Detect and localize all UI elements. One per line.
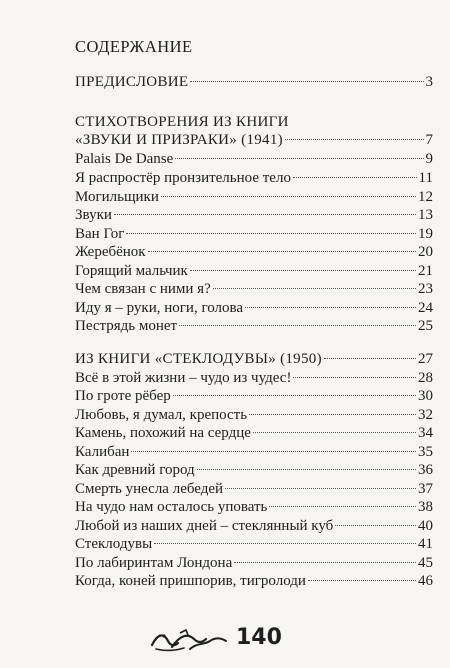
toc-entry bbox=[75, 480, 433, 498]
leader-dots bbox=[131, 451, 416, 452]
entry-page: 12 bbox=[418, 189, 433, 205]
entry-title: Palais De Danse bbox=[75, 151, 174, 167]
leader-dots bbox=[179, 325, 416, 326]
section-heading: ИЗ КНИГИ «СТЕКЛОДУВЫ» (1950) bbox=[75, 351, 322, 367]
entry-title: Ван Гог bbox=[75, 226, 125, 242]
toc-entry bbox=[75, 225, 433, 243]
entry-page: 36 bbox=[418, 462, 433, 478]
leader-dots bbox=[197, 469, 416, 470]
entry-title: Иду я – руки, ноги, голова bbox=[75, 300, 244, 316]
entry-page: 23 bbox=[418, 281, 433, 297]
entry-title: Любовь, я думал, крепость bbox=[75, 407, 248, 423]
entry-title: Всё в этой жизни – чудо из чудес! bbox=[75, 370, 292, 386]
page-number: 140 bbox=[236, 625, 282, 650]
leader-dots bbox=[114, 214, 416, 215]
toc-entry bbox=[75, 150, 433, 168]
toc-entry bbox=[75, 299, 433, 317]
entry-title: Пестрядь монет bbox=[75, 318, 178, 334]
entry-page: 41 bbox=[418, 536, 433, 552]
entry-title: Камень, похожий на сердце bbox=[75, 425, 251, 441]
entry-title: Стеклодувы bbox=[75, 536, 153, 552]
toc-entry bbox=[75, 169, 433, 187]
leader-dots bbox=[308, 580, 416, 581]
leader-dots bbox=[253, 432, 416, 433]
entry-page: 24 bbox=[418, 300, 433, 316]
entry-title: Любой из наших дней – стеклянный куб bbox=[75, 518, 334, 534]
toc-entry bbox=[75, 206, 433, 224]
leader-dots bbox=[324, 358, 416, 359]
toc-entry bbox=[75, 498, 433, 516]
entry-page: 25 bbox=[418, 318, 433, 334]
leader-dots bbox=[285, 139, 424, 140]
toc-title: СОДЕРЖАНИЕ bbox=[75, 37, 193, 56]
entry-title: Могильщики bbox=[75, 189, 159, 205]
entry-page: 46 bbox=[418, 573, 433, 589]
toc-entry bbox=[75, 554, 433, 572]
leader-dots bbox=[148, 251, 416, 252]
section-page: 7 bbox=[425, 132, 433, 148]
entry-page: 21 bbox=[418, 263, 433, 279]
leader-dots bbox=[293, 377, 416, 378]
toc-entry bbox=[75, 387, 433, 405]
entry-page: 32 bbox=[418, 407, 433, 423]
leader-dots bbox=[293, 177, 417, 178]
entry-page: 40 bbox=[418, 518, 433, 534]
entry-page: 38 bbox=[418, 499, 433, 515]
entry-page: 45 bbox=[418, 555, 433, 571]
toc-entry bbox=[75, 517, 433, 535]
toc-entry bbox=[75, 280, 433, 298]
leader-dots bbox=[154, 543, 416, 544]
entry-page: 19 bbox=[418, 226, 433, 242]
leader-dots bbox=[245, 307, 416, 308]
entry-page: 11 bbox=[418, 170, 433, 186]
leader-dots bbox=[225, 488, 416, 489]
toc-entry bbox=[75, 188, 433, 206]
leader-dots bbox=[234, 562, 416, 563]
entry-title: Смерть унесла лебедей bbox=[75, 481, 224, 497]
toc-entry bbox=[75, 262, 433, 280]
toc-entry bbox=[75, 535, 433, 553]
toc-entry bbox=[75, 243, 433, 261]
entry-title: Чем связан с ними я? bbox=[75, 281, 211, 297]
entry-page: 20 bbox=[418, 244, 433, 260]
entry-page: 35 bbox=[418, 444, 433, 460]
entry-title: Калибан bbox=[75, 444, 130, 460]
leader-dots bbox=[175, 158, 423, 159]
entry-title: По лабиринтам Лондона bbox=[75, 555, 233, 571]
wave-ornament-icon bbox=[150, 627, 228, 653]
entry-title: Звуки bbox=[75, 207, 112, 223]
leader-dots bbox=[213, 288, 416, 289]
entry-title: Как древний город bbox=[75, 462, 195, 478]
section-page: 27 bbox=[418, 351, 433, 367]
entry-page: 34 bbox=[418, 425, 433, 441]
entry-title: Горящий мальчик bbox=[75, 263, 188, 279]
leader-dots bbox=[173, 395, 416, 396]
entry-title: Когда, коней пришпорив, тигролоди bbox=[75, 573, 306, 589]
entry-page: 3 bbox=[425, 74, 433, 90]
section-heading-line1: СТИХОТВОРЕНИЯ ИЗ КНИГИ bbox=[75, 114, 289, 130]
section-heading-2 bbox=[75, 350, 433, 368]
entry-title: По гроте рёбер bbox=[75, 388, 171, 404]
entry-title: На чудо нам осталось уповать bbox=[75, 499, 268, 515]
entry-page: 37 bbox=[418, 481, 433, 497]
toc-entry-preface bbox=[75, 73, 433, 91]
leader-dots bbox=[335, 525, 416, 526]
entry-page: 13 bbox=[418, 207, 433, 223]
leader-dots bbox=[249, 414, 416, 415]
entry-title: Жеребёнок bbox=[75, 244, 146, 260]
toc-entry bbox=[75, 424, 433, 442]
entry-page: 28 bbox=[418, 370, 433, 386]
leader-dots bbox=[269, 506, 416, 507]
section-heading-line2: «ЗВУКИ И ПРИЗРАКИ» (1941) bbox=[75, 132, 283, 148]
leader-dots bbox=[126, 233, 416, 234]
toc-entry bbox=[75, 406, 433, 424]
toc-entry bbox=[75, 461, 433, 479]
toc-entry bbox=[75, 317, 433, 335]
entry-page: 30 bbox=[418, 388, 433, 404]
toc-entry bbox=[75, 572, 433, 590]
entry-title: Я распростёр пронзительное тело bbox=[75, 170, 291, 186]
leader-dots bbox=[190, 270, 416, 271]
toc-entry bbox=[75, 443, 433, 461]
entry-page: 9 bbox=[425, 151, 433, 167]
page-footer bbox=[150, 625, 310, 655]
leader-dots bbox=[190, 81, 423, 82]
entry-title: ПРЕДИСЛОВИЕ bbox=[75, 74, 189, 90]
section-heading-1 bbox=[75, 131, 433, 149]
leader-dots bbox=[161, 196, 416, 197]
toc-entry bbox=[75, 369, 433, 387]
